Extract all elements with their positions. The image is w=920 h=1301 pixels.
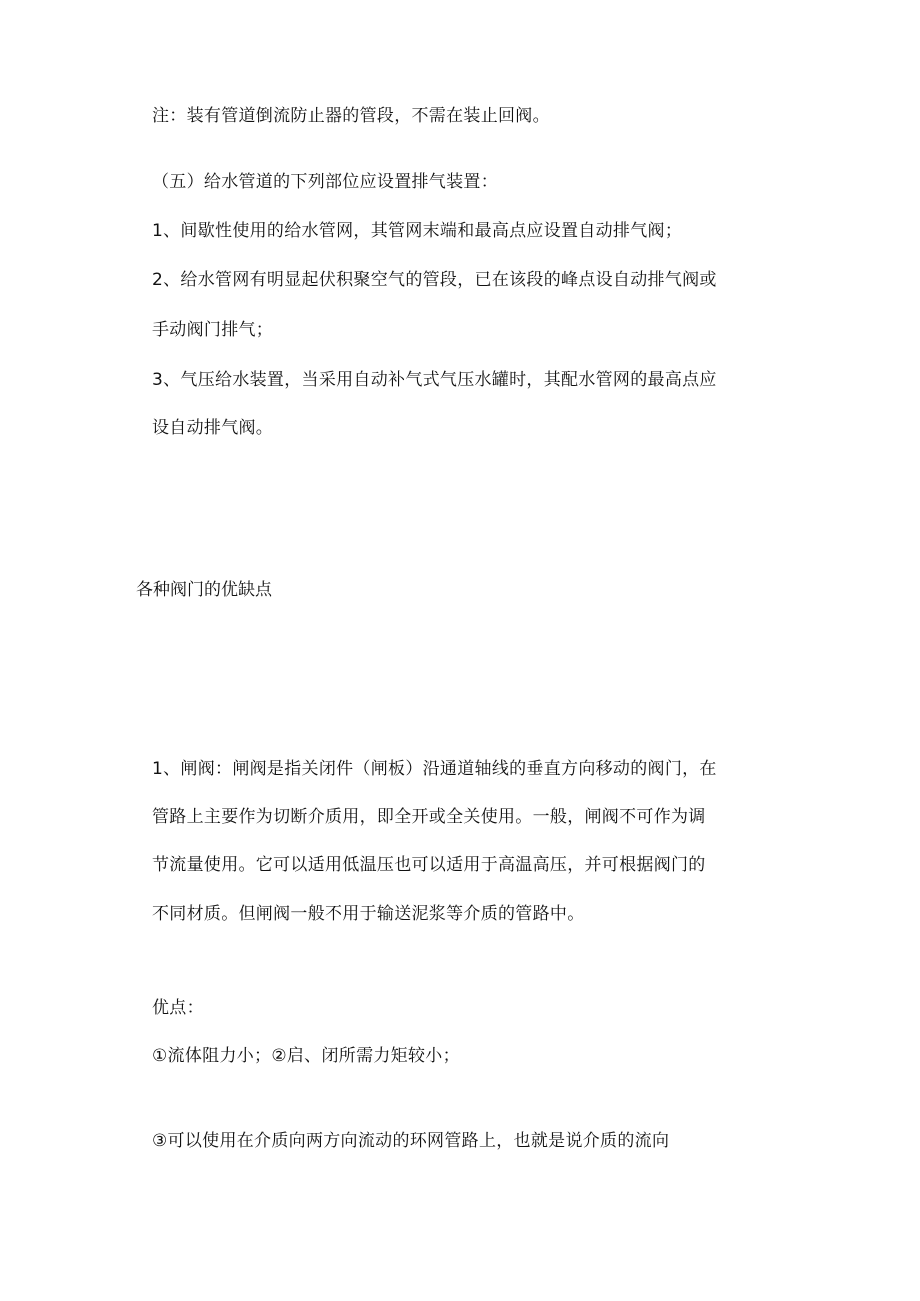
exhaust-item-3-line-2: 设自动排气阀。 xyxy=(152,418,274,438)
exhaust-item-2-line-1: 2、给水管网有明显起伏积聚空气的管段，已在该段的峰点设自动排气阀或 xyxy=(152,270,717,290)
exhaust-section-heading: （五）给水管道的下列部位应设置排气装置： xyxy=(152,172,498,192)
gate-valve-line-2: 管路上主要作为切断介质用，即全开或全关使用。一般，闸阀不可作为调 xyxy=(152,807,706,827)
advantage-3: ③可以使用在介质向两方向流动的环网管路上，也就是说介质的流向 xyxy=(152,1131,670,1151)
exhaust-item-2-line-2: 手动阀门排气； xyxy=(152,320,274,340)
exhaust-item-1: 1、间歇性使用的给水管网，其管网末端和最高点应设置自动排气阀； xyxy=(152,221,683,241)
note-line: 注：装有管道倒流防止器的管段，不需在装止回阀。 xyxy=(152,106,550,126)
advantages-label: 优点： xyxy=(152,998,204,1018)
gate-valve-line-3: 节流量使用。它可以适用低温压也可以适用于高温高压，并可根据阀门的 xyxy=(152,855,706,875)
gate-valve-line-4: 不同材质。但闸阀一般不用于输送泥浆等介质的管路中。 xyxy=(152,904,585,924)
valve-comparison-title: 各种阀门的优缺点 xyxy=(136,580,272,600)
advantage-1-2: ①流体阻力小；②启、闭所需力矩较小； xyxy=(152,1046,460,1066)
exhaust-item-3-line-1: 3、气压给水装置，当采用自动补气式气压水罐时，其配水管网的最高点应 xyxy=(152,370,717,390)
gate-valve-line-1: 1、闸阀：闸阀是指关闭件（闸板）沿通道轴线的垂直方向移动的阀门，在 xyxy=(152,759,717,779)
